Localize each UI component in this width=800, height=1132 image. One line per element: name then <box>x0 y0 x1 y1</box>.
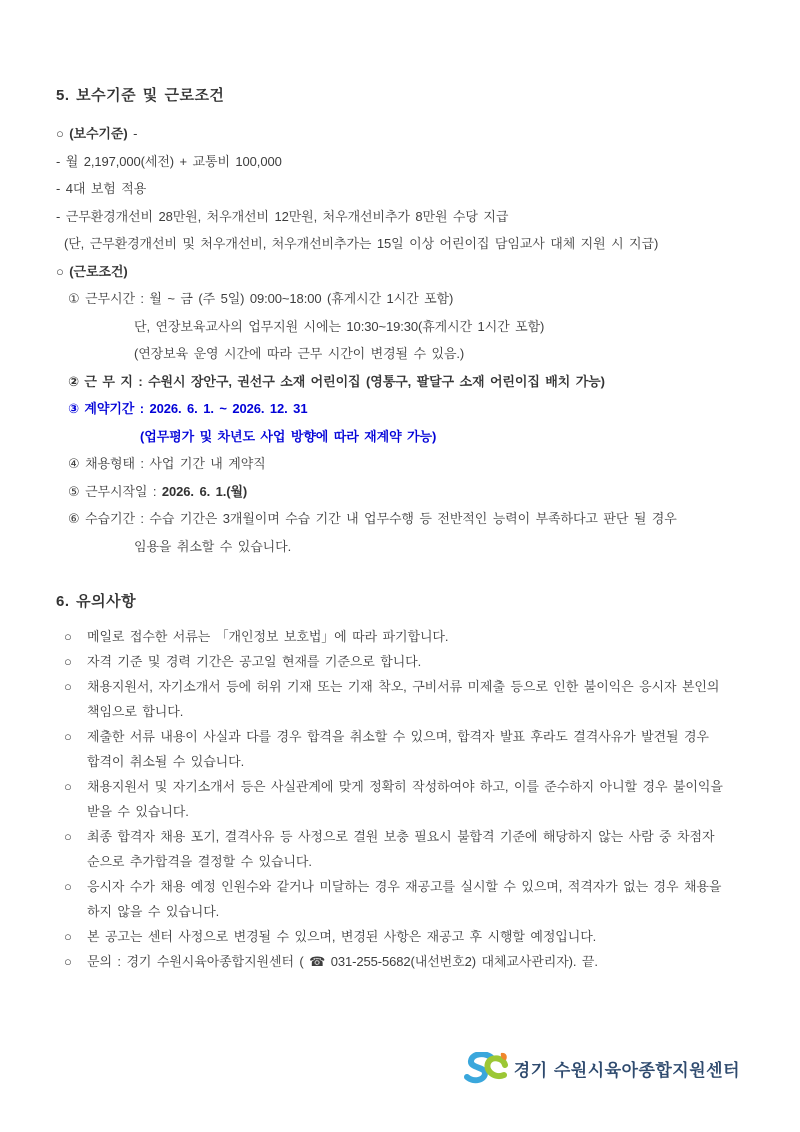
work-location-line: ② 근 무 지 : 수원시 장안구, 권선구 소재 어린이집 (영통구, 팔달구 소재 어린이집 배치 가능) <box>68 373 605 389</box>
notice-text: 메일로 접수한 서류는 「개인정보 보호법」에 따라 파기합니다. <box>87 629 449 644</box>
notice-item <box>64 624 746 649</box>
notice-item <box>64 649 746 674</box>
notice-text: 자격 기준 및 경력 기간은 공고일 현재를 기준으로 합니다. <box>87 654 422 669</box>
work-conditions-label: (근로조건) <box>69 263 128 279</box>
section6-heading: 6. 유의사항 <box>56 593 137 610</box>
start-date-line <box>68 478 746 506</box>
circle-bullet: ○ <box>56 263 64 279</box>
pay-standard-lead <box>56 120 746 148</box>
pay-standard-label: (보수기준) <box>69 126 128 141</box>
pay-standard-suffix: - <box>133 126 138 141</box>
notice-item <box>64 774 746 824</box>
probation-sub: 임용을 취소할 수 있습니다. <box>134 538 292 554</box>
notice-text: 최종 합격자 채용 포기, 결격사유 등 사정으로 결원 보충 필요시 불합격 기준에 해당하지 않는 사람 중 차점자 순으로 추가합격을 결정할 수 있습니다. <box>87 829 715 869</box>
notice-text: 본 공고는 센터 사정으로 변경될 수 있으며, 변경된 사항은 재공고 후 시행할 예정입니다. <box>87 929 597 944</box>
circle-bullet: ○ <box>64 679 72 694</box>
employment-type-line: ④ 채용형태 : 사업 기간 내 계약직 <box>68 456 266 471</box>
notice-text: 채용지원서, 자기소개서 등에 허위 기재 또는 기재 착오, 구비서류 미제출 등으로 인한 불이익은 응시자 본인의 책임으로 합니다. <box>87 679 720 719</box>
notice-item <box>64 824 746 874</box>
work-hours-sub1: 단, 연장보육교사의 업무지원 시에는 10:30~19:30(휴게시간 1시간 포함) <box>134 318 545 334</box>
work-hours-sub2: (연장보육 운영 시간에 따라 근무 시간이 변경될 수 있음.) <box>134 346 465 361</box>
work-conditions-lead <box>56 258 746 286</box>
start-date-value: 2026. 6. 1.(월) <box>161 483 248 499</box>
center-logo-icon <box>462 1052 508 1084</box>
notice-item <box>64 949 746 974</box>
circle-bullet: ○ <box>64 629 72 644</box>
probation-line: ⑥ 수습기간 : 수습 기간은 3개월이며 수습 기간 내 업무수행 등 전반적인 능력이 부족하다고 판단 될 경우 <box>68 511 677 526</box>
circle-bullet: ○ <box>56 126 64 141</box>
section-compensation-conditions <box>56 86 746 560</box>
circle-bullet: ○ <box>64 879 72 894</box>
contract-period-line: ③ 계약기간 : 2026. 6. 1. ~ 2026. 12. 31 <box>68 401 308 416</box>
circle-bullet: ○ <box>64 779 72 794</box>
section-notes <box>56 592 746 974</box>
circle-bullet: ○ <box>64 829 72 844</box>
start-date-label: ⑤ 근무시작일 : <box>68 483 162 499</box>
circle-bullet: ○ <box>64 729 72 744</box>
pay-allowance-line: - 근무환경개선비 28만원, 처우개선비 12만원, 처우개선비추가 8만원 수당 지급 <box>56 208 509 224</box>
notice-item <box>64 724 746 774</box>
notice-text: 응시자 수가 채용 예정 인원수와 같거나 미달하는 경우 재공고를 실시할 수 있으며, 적격자가 없는 경우 채용을 하지 않을 수 있습니다. <box>87 879 722 919</box>
pay-allowance-note: (단, 근무환경개선비 및 처우개선비, 처우개선비추가는 15일 이상 어린이집 담임교사 대체 지원 시 지급) <box>64 236 659 251</box>
circle-bullet: ○ <box>64 954 72 969</box>
notice-item <box>64 924 746 949</box>
document-content <box>56 86 746 974</box>
circle-bullet: ○ <box>64 929 72 944</box>
pay-monthly-line: - 월 2,197,000(세전) + 교통비 100,000 <box>56 153 282 169</box>
notice-text: 채용지원서 및 자기소개서 등은 사실관계에 맞게 정확히 작성하여야 하고, 이를 준수하지 아니할 경우 불이익을 받을 수 있습니다. <box>87 779 723 819</box>
notice-item <box>64 874 746 924</box>
notice-text: 문의 : 경기 수원시육아종합지원센터 ( ☎ 031-255-5682(내선번호2) 대체교사관리자). 끝. <box>87 954 598 969</box>
organization-name: 경기 수원시육아종합지원센터 <box>513 1060 740 1080</box>
notice-item <box>64 674 746 724</box>
pay-insurance-line: - 4대 보험 적용 <box>56 181 147 196</box>
section5-heading: 5. 보수기준 및 근로조건 <box>56 87 225 104</box>
contract-period-sub: (업무평가 및 차년도 사업 방향에 따라 재계약 가능) <box>140 428 437 444</box>
work-hours-line: ① 근무시간 : 월 ~ 금 (주 5일) 09:00~18:00 (휴게시간 1시간 포함) <box>68 291 454 306</box>
notice-text: 제출한 서류 내용이 사실과 다를 경우 합격을 취소할 수 있으며, 합격자 발표 후라도 결격사유가 발견될 경우 합격이 취소될 수 있습니다. <box>87 729 709 769</box>
circle-bullet: ○ <box>64 654 72 669</box>
footer-branding <box>462 1052 740 1084</box>
